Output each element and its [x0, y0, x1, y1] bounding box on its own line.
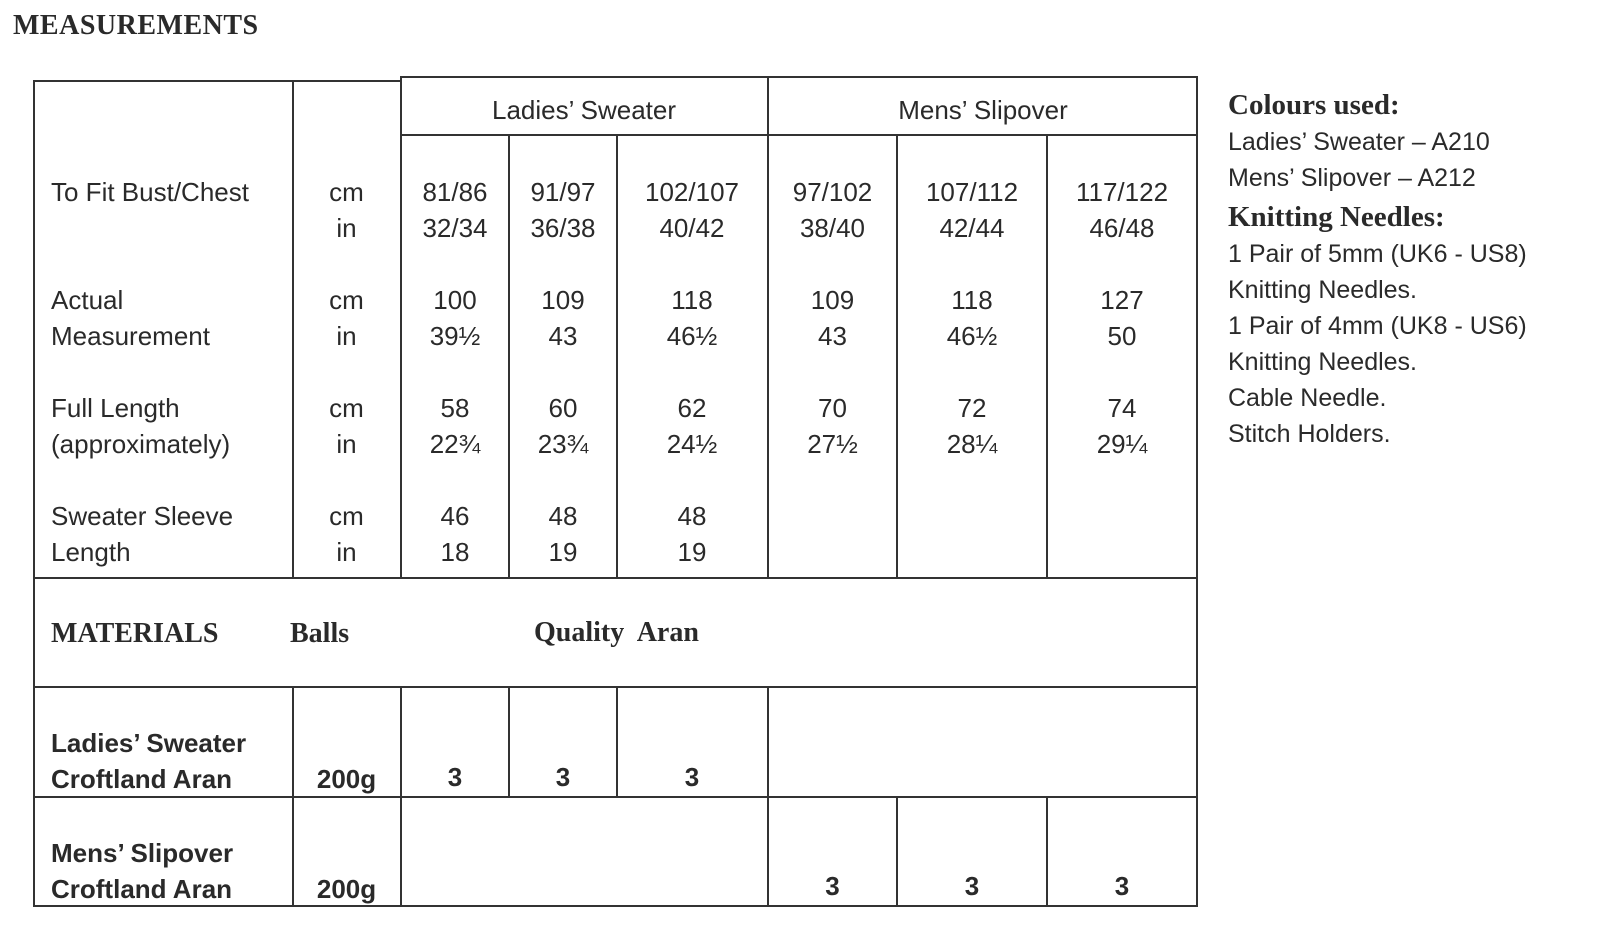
value-cell: 60 — [548, 393, 578, 423]
colour-item: Ladies’ Sweater – A210 — [1228, 128, 1490, 156]
balls-label: Balls — [290, 618, 350, 649]
table-border-top — [33, 80, 400, 82]
value-cell: 19 — [677, 537, 707, 567]
value-cell: 42/44 — [939, 213, 1005, 243]
group-header-mens: Mens’ Slipover — [898, 95, 1068, 125]
group-header-ladies: Ladies’ Sweater — [491, 95, 677, 125]
row-label: (approximately) — [51, 429, 231, 459]
colour-item: Mens’ Slipover – A212 — [1228, 164, 1476, 192]
unit-cm: cm — [329, 393, 364, 423]
table-border-left — [33, 80, 35, 907]
yarn-weight: 200g — [316, 764, 377, 794]
yarn-weight: 200g — [316, 874, 377, 904]
value-cell: 50 — [1107, 321, 1137, 351]
row-label: Full Length — [51, 393, 180, 423]
ball-count: 3 — [1114, 871, 1130, 901]
yarn-name: Croftland Aran — [51, 764, 233, 794]
needles-item: 1 Pair of 4mm (UK8 - US6) — [1228, 312, 1527, 340]
ball-count: 3 — [447, 762, 463, 792]
value-cell: 46 — [440, 501, 470, 531]
value-cell: 127 — [1100, 285, 1144, 315]
value-cell: 22¾ — [429, 429, 481, 459]
value-cell: 91/97 — [530, 177, 596, 207]
needles-item: Cable Needle. — [1228, 384, 1387, 412]
row-label: Actual — [51, 285, 124, 315]
value-cell: 43 — [548, 321, 578, 351]
row-label: To Fit Bust/Chest — [51, 177, 249, 207]
value-cell: 118 — [671, 285, 713, 315]
row-label: Sweater Sleeve — [51, 501, 234, 531]
unit-cm: cm — [329, 501, 364, 531]
needles-heading: Knitting Needles: — [1228, 201, 1445, 233]
unit-in: in — [336, 537, 357, 567]
ball-count: 3 — [555, 762, 571, 792]
value-cell: 40/42 — [659, 213, 725, 243]
side-info — [1228, 86, 1598, 452]
unit-in: in — [336, 213, 357, 243]
value-cell: 39½ — [429, 321, 481, 351]
needles-item: Stitch Holders. — [1228, 420, 1391, 448]
value-cell: 62 — [677, 393, 707, 423]
row-label: Measurement — [51, 321, 210, 351]
value-cell: 38/40 — [799, 213, 866, 243]
ball-count: 3 — [825, 871, 840, 901]
value-cell: 107/112 — [925, 177, 1019, 207]
value-cell: 109 — [541, 285, 585, 315]
value-cell: 70 — [818, 393, 847, 423]
ball-count: 3 — [964, 871, 980, 901]
value-cell: 100 — [433, 285, 477, 315]
needles-item: Knitting Needles. — [1228, 276, 1418, 304]
value-cell: 48 — [548, 501, 578, 531]
ball-count: 3 — [684, 762, 700, 792]
table-border-top — [400, 76, 1198, 78]
value-cell: 46/48 — [1089, 213, 1155, 243]
row-label: Length — [51, 537, 131, 567]
needles-item: 1 Pair of 5mm (UK6 - US8) — [1228, 240, 1527, 268]
yarn-name: Croftland Aran — [51, 874, 233, 904]
unit-in: in — [336, 429, 357, 459]
value-cell: 36/38 — [530, 213, 596, 243]
value-cell: 74 — [1107, 393, 1137, 423]
value-cell: 46½ — [946, 321, 998, 351]
value-cell: 29¼ — [1096, 429, 1148, 459]
value-cell: 32/34 — [422, 213, 488, 243]
value-cell: 109 — [810, 285, 855, 315]
needles-item: Knitting Needles. — [1228, 348, 1418, 376]
value-cell: 58 — [440, 393, 470, 423]
value-cell: 27½ — [807, 429, 858, 459]
unit-in: in — [336, 321, 357, 351]
yarn-name: Ladies’ Sweater — [51, 728, 247, 758]
value-cell: 102/107 — [645, 177, 739, 207]
unit-cm: cm — [329, 177, 364, 207]
value-cell: 23¾ — [537, 429, 589, 459]
value-cell: 46½ — [666, 321, 718, 351]
page-title: MEASUREMENTS — [13, 10, 259, 41]
value-cell: 28¼ — [946, 429, 998, 459]
colours-heading: Colours used: — [1228, 89, 1400, 121]
value-cell: 117/122 — [1075, 177, 1169, 207]
value-cell: 48 — [677, 501, 707, 531]
value-cell: 81/86 — [422, 177, 488, 207]
value-cell: 19 — [548, 537, 578, 567]
value-cell: 97/102 — [792, 177, 873, 207]
quality-label: Quality Aran — [534, 617, 699, 648]
column-divider — [400, 686, 402, 907]
value-cell: 43 — [818, 321, 847, 351]
value-cell: 72 — [957, 393, 987, 423]
value-cell: 118 — [951, 285, 993, 315]
unit-cm: cm — [329, 285, 364, 315]
yarn-name: Mens’ Slipover — [51, 838, 234, 868]
value-cell: 24½ — [666, 429, 718, 459]
materials-label: MATERIALS — [51, 618, 219, 649]
group-divider — [400, 134, 1198, 136]
value-cell: 18 — [440, 537, 470, 567]
